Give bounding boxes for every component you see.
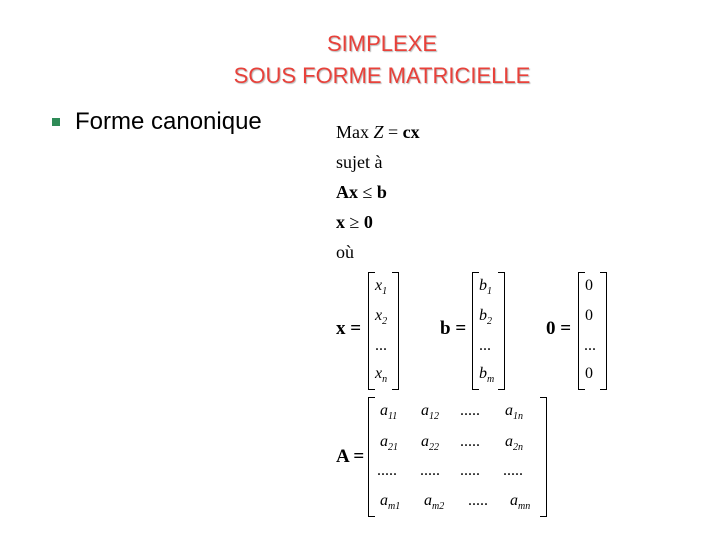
x-entry-1: $x_1$ [375, 277, 388, 298]
x-left-bracket [368, 272, 375, 390]
slide-title-line-2: SOUS FORME MATRICIELLE [233, 63, 531, 88]
x-entry-dots: ... [375, 337, 387, 354]
objective-line [336, 122, 420, 143]
matrix-a-cell: $a_{mn}$ [510, 492, 531, 513]
matrix-a-cell: ..... [377, 462, 397, 479]
matrix-a-cell: $a_{m2}$ [424, 492, 445, 513]
b-entry-1: $b_1$ [479, 277, 492, 298]
matrix-a-cell: ..... [460, 433, 480, 450]
zero-entry-2: 0 [585, 307, 593, 324]
matrix-a-label: A = [336, 446, 365, 467]
constraint-op: ≤ [358, 182, 377, 202]
nonneg-rhs: 0 [363, 212, 373, 232]
matrix-a-cell: $a_{1n}$ [505, 402, 523, 423]
matrix-a-cell: ..... [420, 462, 440, 479]
subject-to-line: sujet à [336, 152, 383, 172]
matrix-a-cell: $a_{22}$ [421, 433, 439, 454]
zero-left-bracket [578, 272, 585, 390]
constraint-lhs: Ax [336, 182, 358, 202]
matrix-a-cell: $a_{21}$ [380, 433, 398, 454]
matrix-a-cell: $a_{12}$ [421, 402, 439, 423]
b-right-bracket [498, 272, 505, 390]
x-entry-2: $x_2$ [375, 307, 388, 328]
constraint-line [336, 182, 387, 203]
zero-entry-3: 0 [585, 365, 593, 382]
matrix-a-cell: ..... [503, 462, 523, 479]
zero-entry-dots: ... [584, 337, 596, 354]
constraint-rhs: b [376, 182, 387, 202]
matrix-a-cell: ..... [460, 462, 480, 479]
bullet-text: Forme canonique [75, 108, 262, 135]
zero-entry-1: 0 [585, 277, 593, 294]
objective-eq: = [383, 122, 403, 142]
nonneg-op: ≥ [345, 212, 364, 232]
objective-var: Z [373, 122, 384, 142]
matrix-a-cell: $a_{11}$ [380, 402, 398, 423]
x-vector-label: x = [336, 318, 362, 339]
b-vector-label: b = [440, 318, 467, 339]
matrix-a-cell: ..... [460, 402, 480, 419]
matrix-a-left-bracket [368, 397, 375, 517]
slide-title-line-1: SIMPLEXE [326, 31, 438, 56]
objective-rhs: cx [402, 122, 420, 142]
zero-right-bracket [600, 272, 607, 390]
nonneg-lhs: x [336, 212, 345, 232]
matrix-a-cell: $a_{2n}$ [505, 433, 523, 454]
b-left-bracket [472, 272, 479, 390]
b-entry-m: $b_m$ [479, 365, 495, 386]
matrix-a-cell: $a_{m1}$ [380, 492, 401, 513]
matrix-a-cell: ..... [468, 492, 488, 509]
zero-vector-label: 0 = [546, 318, 572, 339]
matrix-a-right-bracket [540, 397, 547, 517]
objective-prefix: Max [336, 122, 374, 142]
b-entry-dots: ... [479, 337, 491, 354]
where-line: où [336, 242, 354, 262]
b-entry-2: $b_2$ [479, 307, 492, 328]
x-entry-n: $x_n$ [375, 365, 388, 386]
nonneg-line [336, 212, 373, 233]
square-bullet-icon [52, 118, 60, 126]
x-right-bracket [392, 272, 399, 390]
